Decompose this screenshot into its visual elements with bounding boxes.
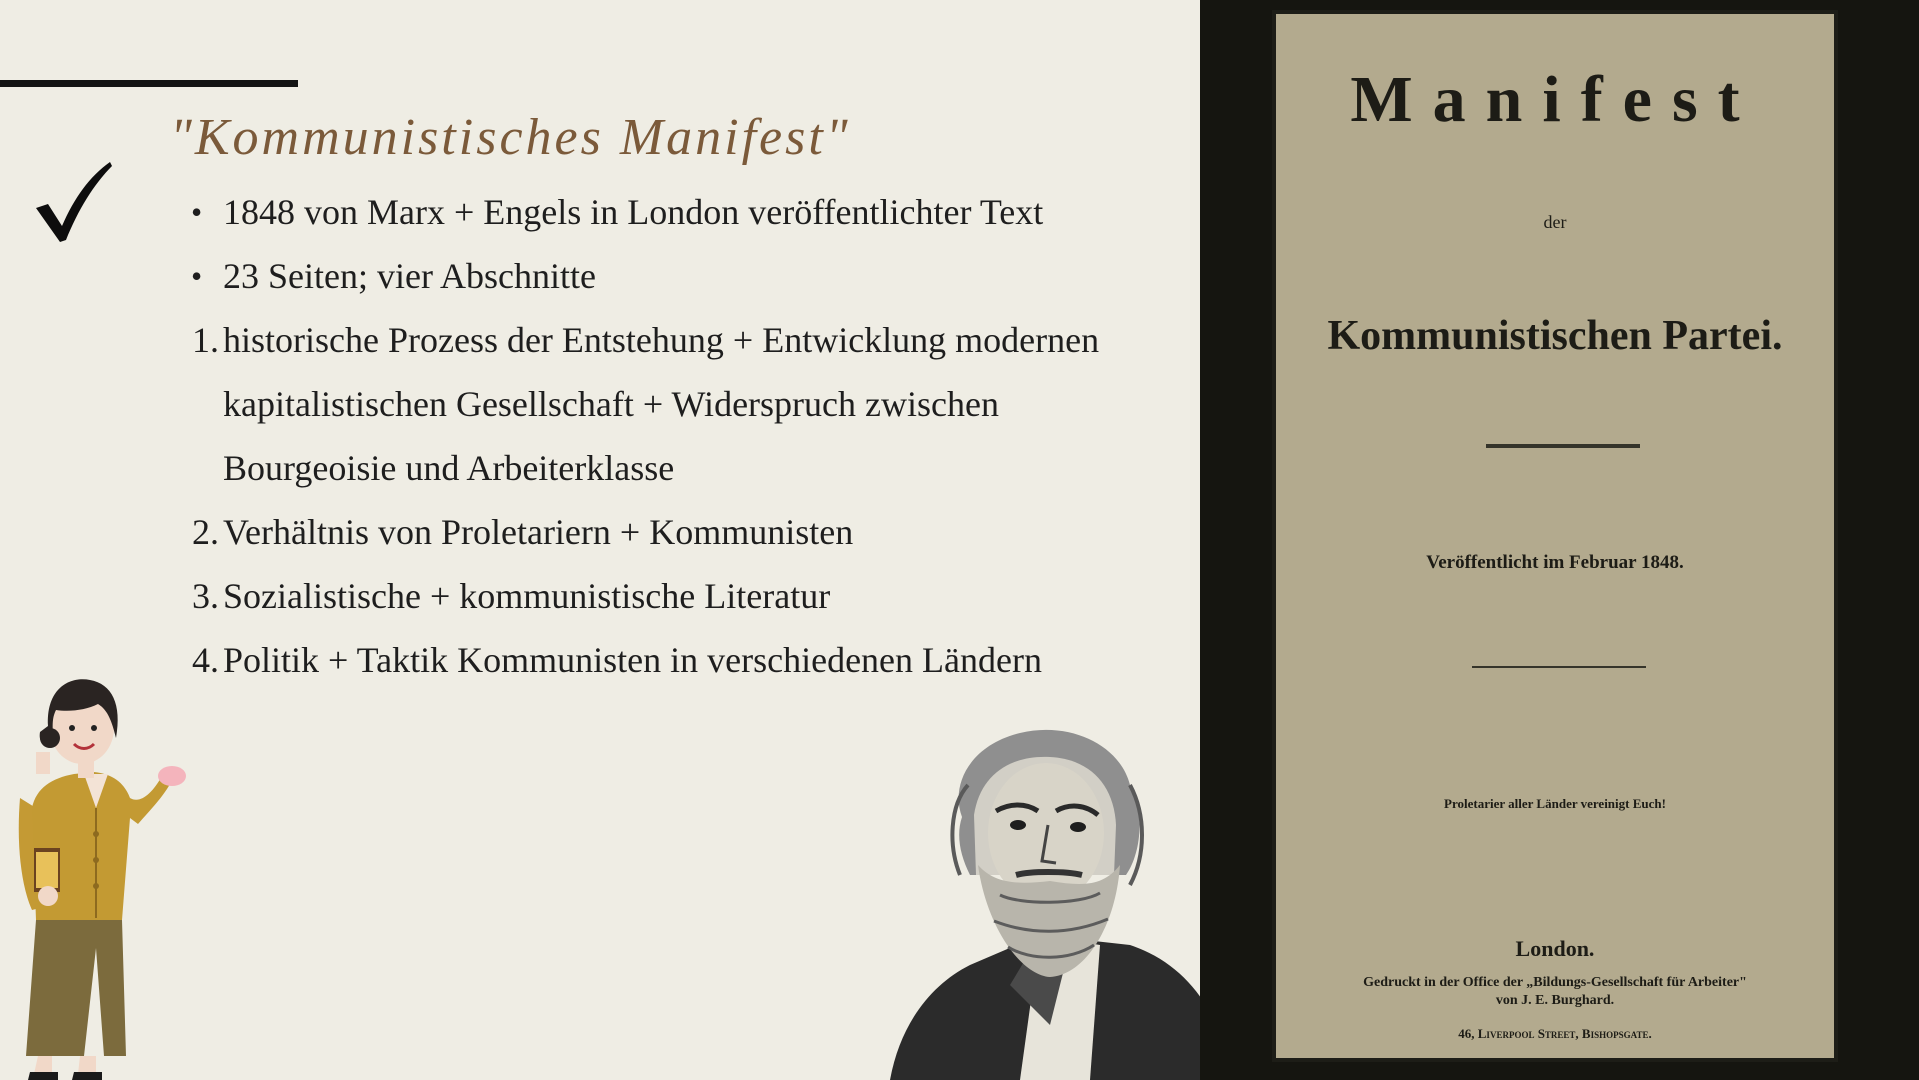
list-item <box>185 564 1115 628</box>
list-item-text: Politik + Taktik Kommunisten in verschiedenen Ländern <box>223 640 1042 680</box>
list-item <box>185 244 1115 308</box>
cover-printer-line2: von J. E. Burghard. <box>1495 993 1615 1008</box>
portrait-engraving <box>890 725 1235 1080</box>
list-marker: 3. <box>192 576 219 616</box>
cover-party: Kommunistischen Partei. <box>1327 313 1783 359</box>
cover-printer <box>1276 974 1834 1010</box>
cover-printer-line1: Gedruckt in der Office der „Bildungs-Gesellschaft für Arbeiter" <box>1363 975 1747 990</box>
list-item-text: 23 Seiten; vier Abschnitte <box>223 256 596 296</box>
list-item-text: 1848 von Marx + Engels in London veröffentlichter Text <box>223 192 1044 232</box>
list-marker: • <box>191 194 203 230</box>
cover-address: 46, Liverpool Street, Bishopsgate. <box>1458 1026 1652 1041</box>
cover-city: London. <box>1515 936 1595 961</box>
list-item-text: historische Prozess der Entstehung + Entwicklung modernen kapitalistischen Gesellschaft + Widerspruch zwischen Bourgeoisie und Arbeiterklasse <box>223 320 1100 488</box>
teacher-illustration <box>12 648 192 1080</box>
list-marker: 2. <box>192 512 219 552</box>
points-list <box>185 180 1115 692</box>
list-item <box>185 500 1115 564</box>
list-marker: 4. <box>192 640 219 680</box>
list-item <box>185 308 1115 500</box>
slide-title: "Kommunistisches Manifest" <box>170 109 851 166</box>
cover-motto: Proletarier aller Länder vereinigt Euch! <box>1444 796 1666 811</box>
top-rule <box>0 80 298 87</box>
list-marker: 1. <box>192 320 219 360</box>
list-item-text: Sozialistische + kommunistische Literatur <box>223 576 831 616</box>
list-item <box>185 628 1115 692</box>
cover-title: Manifest <box>1350 63 1760 136</box>
cover-published: Veröffentlicht im Februar 1848. <box>1426 552 1684 573</box>
check-icon <box>32 158 112 242</box>
list-item-text: Verhältnis von Proletariern + Kommunisten <box>223 512 854 552</box>
cover-rule-upper <box>1486 444 1640 448</box>
cover-rule-lower <box>1472 666 1646 668</box>
list-item <box>185 180 1115 244</box>
manifesto-cover-page <box>1272 10 1838 1062</box>
list-marker: • <box>191 258 203 294</box>
cover-der: der <box>1543 212 1567 232</box>
